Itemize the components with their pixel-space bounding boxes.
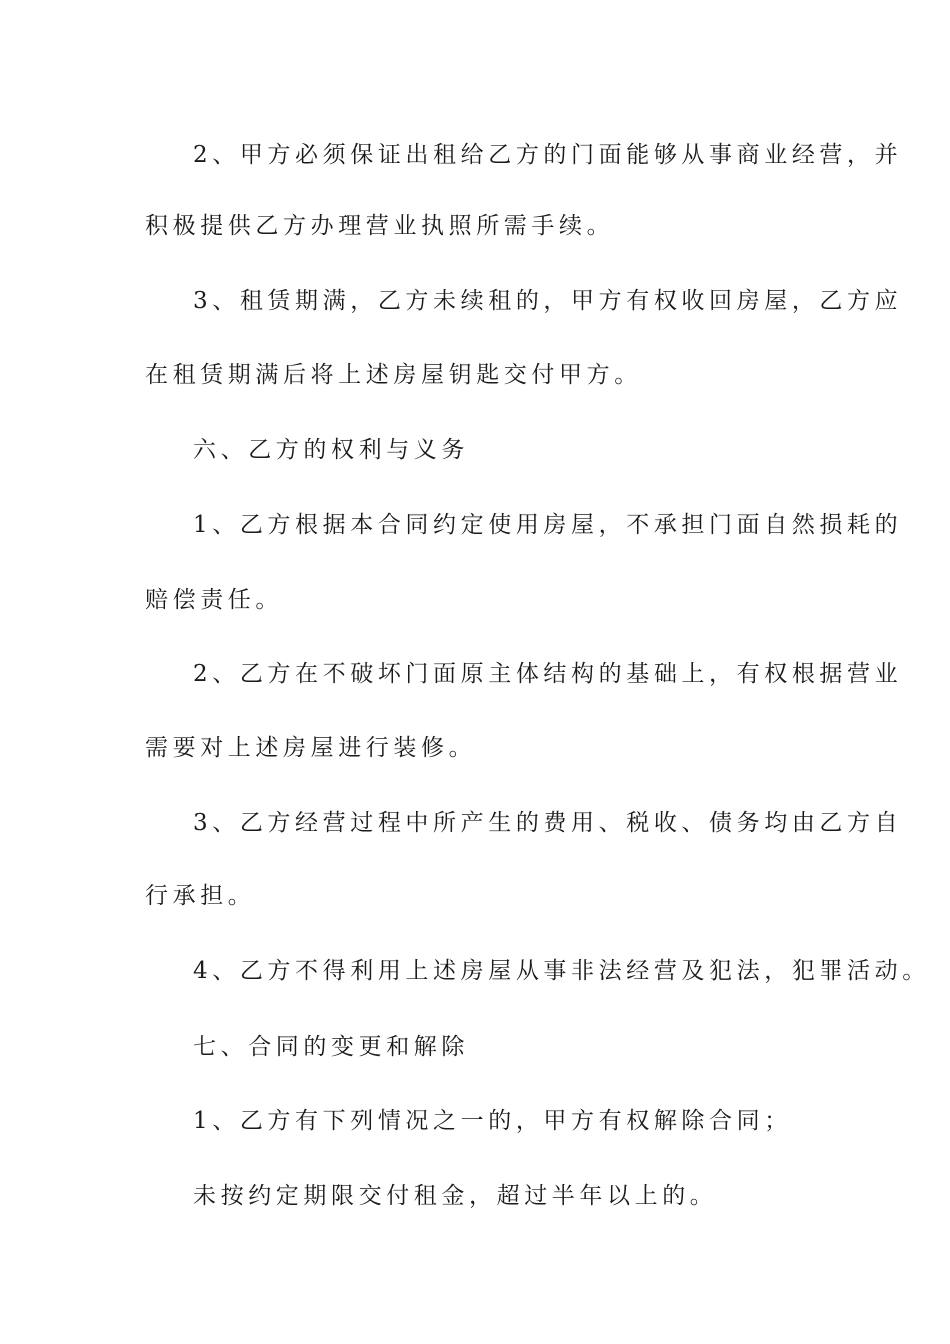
section-heading: 七、合同的变更和解除 [193, 1034, 469, 1060]
paragraph-line: 2、甲方必须保证出租给乙方的门面能够从事商业经营，并 [193, 142, 903, 168]
paragraph-line: 2、乙方在不破坏门面原主体结构的基础上，有权根据营业 [193, 661, 903, 687]
paragraph-line: 行承担。 [145, 883, 256, 909]
paragraph-line: 3、乙方经营过程中所产生的费用、税收、债务均由乙方自 [193, 810, 903, 836]
paragraph-line: 在租赁期满后将上述房屋钥匙交付甲方。 [145, 362, 642, 388]
paragraph-line: 1、乙方根据本合同约定使用房屋，不承担门面自然损耗的 [193, 512, 903, 538]
paragraph-line: 3、租赁期满，乙方未续租的，甲方有权收回房屋，乙方应 [193, 288, 903, 314]
paragraph-line: 赔偿责任。 [145, 587, 283, 613]
paragraph-line: 积极提供乙方办理营业执照所需手续。 [145, 213, 615, 239]
section-heading: 六、乙方的权利与义务 [193, 437, 469, 463]
paragraph-line: 未按约定期限交付租金，超过半年以上的。 [193, 1183, 718, 1209]
paragraph-line: 4、乙方不得利用上述房屋从事非法经营及犯法，犯罪活动。 [193, 958, 930, 984]
paragraph-line: 需要对上述房屋进行装修。 [145, 735, 477, 761]
paragraph-line: 1、乙方有下列情况之一的，甲方有权解除合同； [193, 1108, 792, 1134]
